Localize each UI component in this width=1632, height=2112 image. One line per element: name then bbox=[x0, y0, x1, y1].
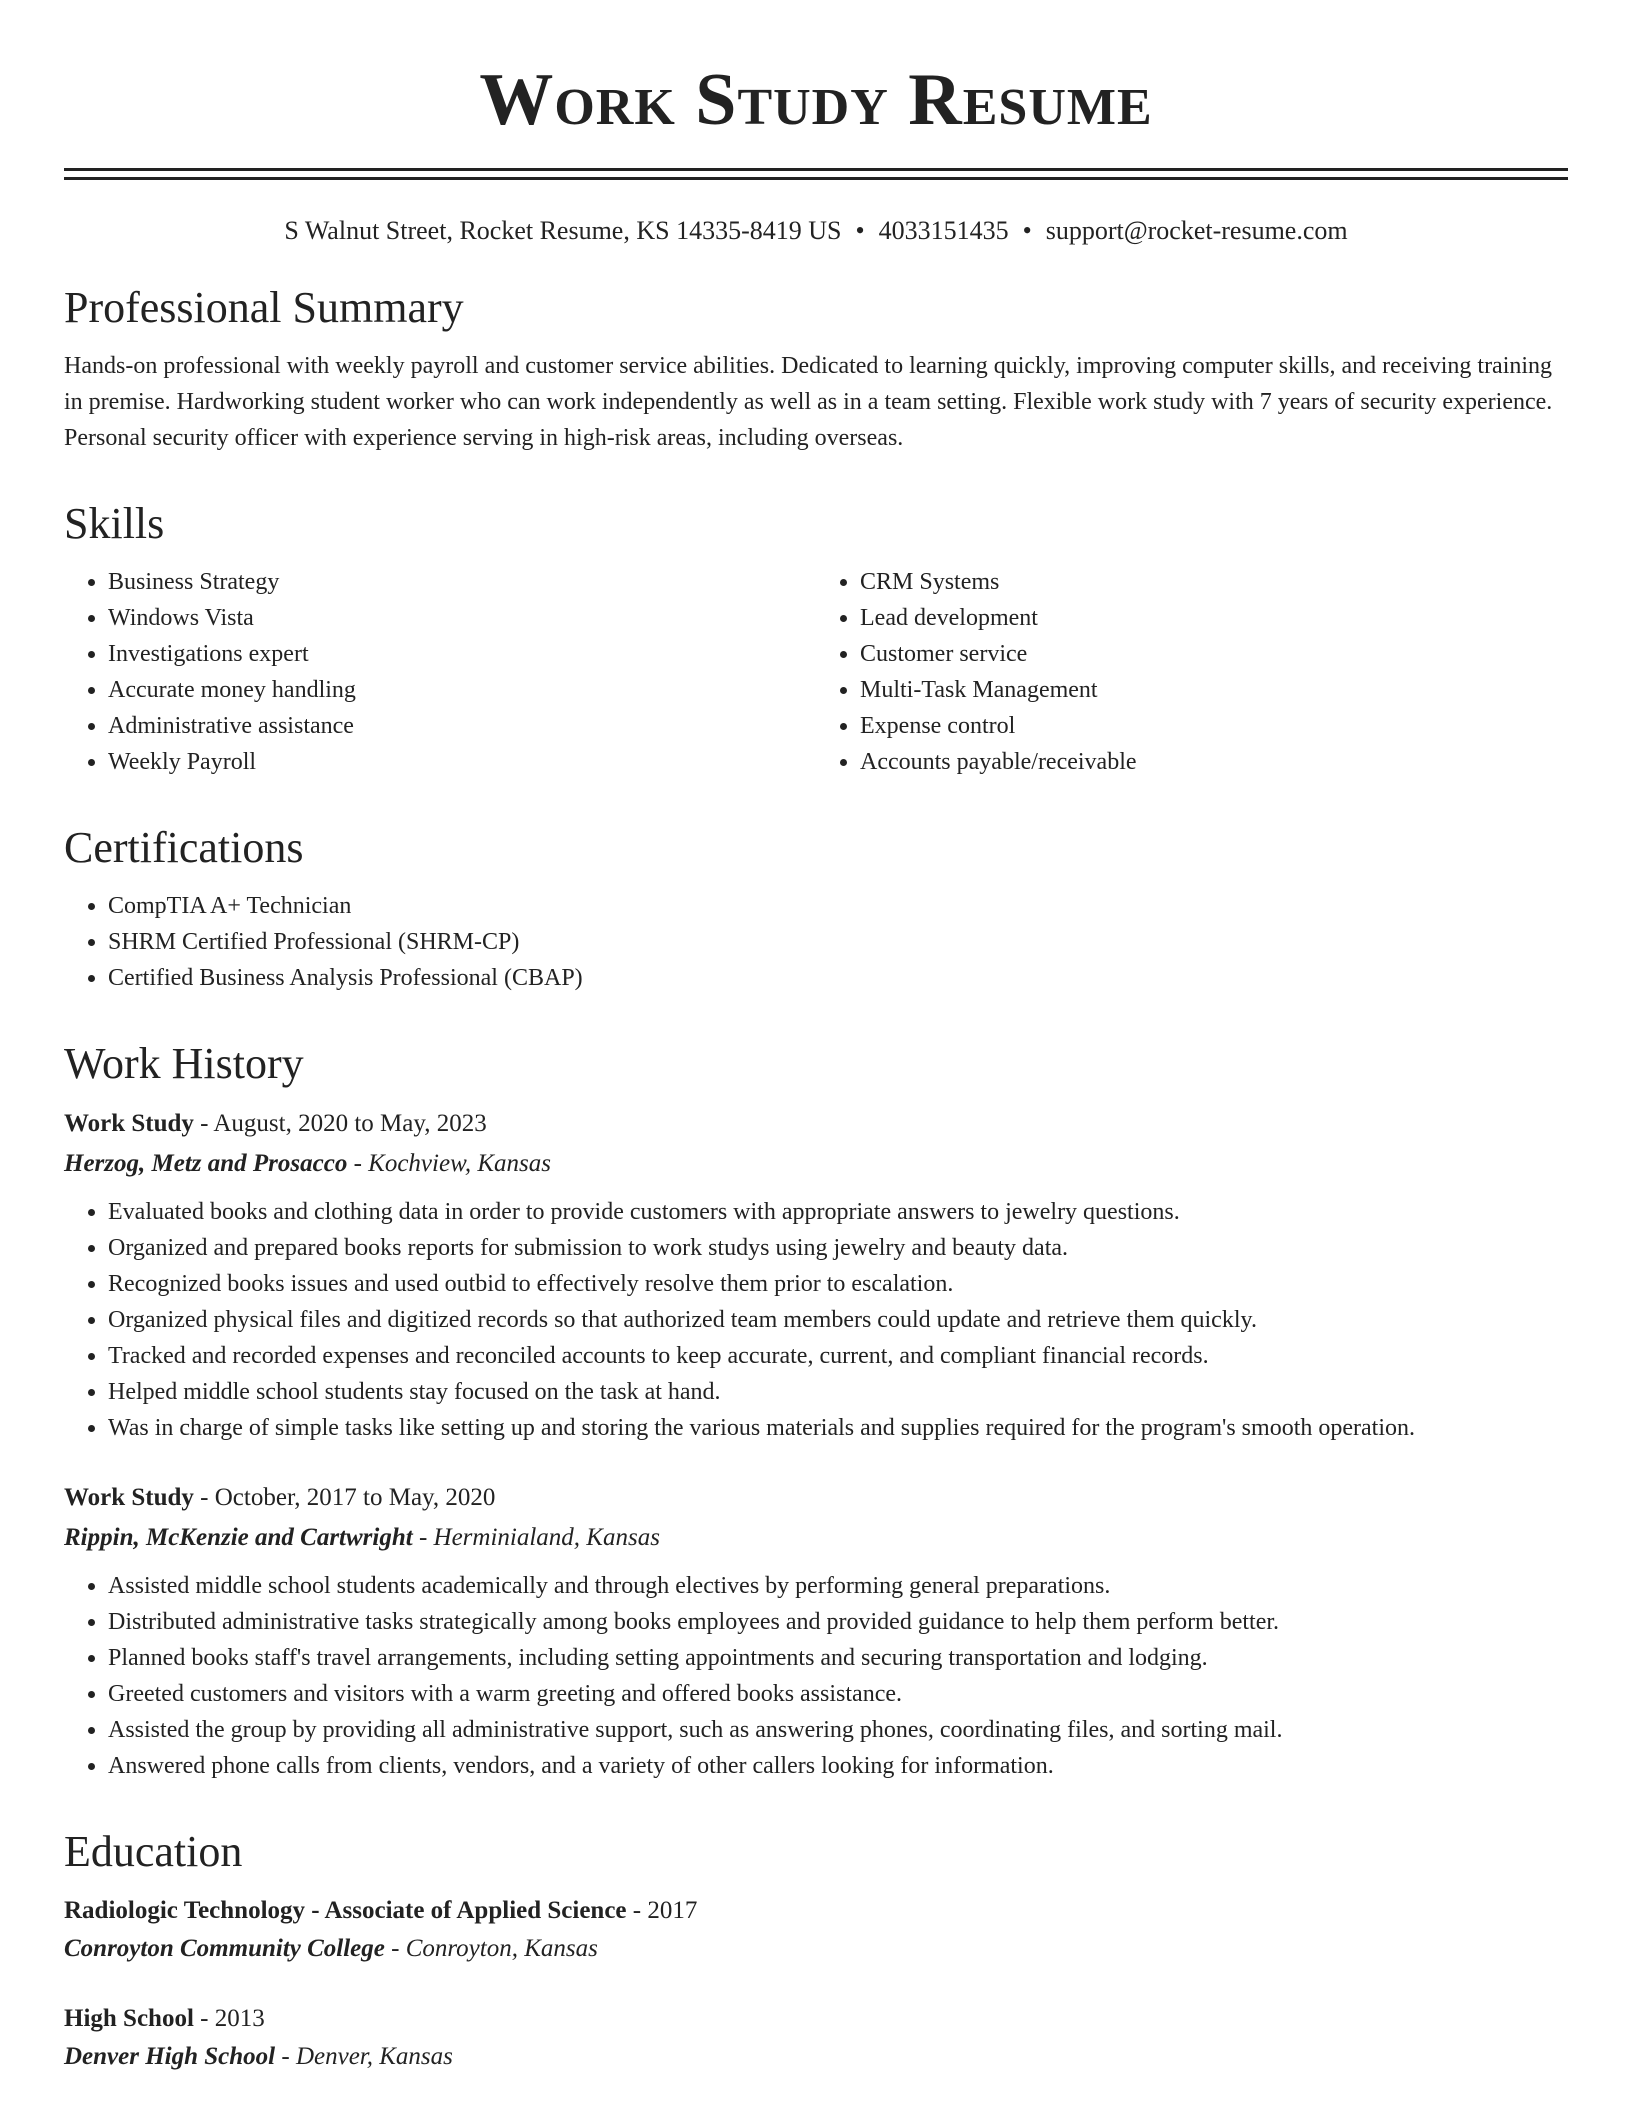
skill-item: • Lead development bbox=[860, 600, 1568, 636]
job-company-line bbox=[64, 1144, 1568, 1184]
job-duty: • Was in charge of simple tasks like setting up and storing the various materials and supplies required for the program's smooth operation. bbox=[108, 1410, 1568, 1446]
education-school: Conroyton Community College bbox=[64, 1935, 385, 1962]
work-history-heading: Work History bbox=[64, 1039, 304, 1088]
contact-separator: • bbox=[855, 216, 865, 245]
summary-text: Hands-on professional with weekly payroll and customer service abilities. Dedicated to learning quickly, improving computer skills, and receiving training in premise. Hardworking student worker who can work independently as well as in a team setting. Flexible work study with 7 years of security experience. Personal security officer with experience serving in high-risk areas, including overseas. bbox=[64, 353, 1553, 451]
job-duty: • Assisted middle school students academically and through electives by performing general preparations. bbox=[108, 1568, 1568, 1604]
education-location: - Conroyton, Kansas bbox=[384, 1935, 598, 1962]
skill-item: • Multi-Task Management bbox=[860, 672, 1568, 708]
job-duty: • Answered phone calls from clients, vendors, and a variety of other callers looking for information. bbox=[108, 1748, 1568, 1784]
skill-item: • CRM Systems bbox=[860, 564, 1568, 600]
job-duties-list bbox=[64, 1568, 1568, 1784]
job-title: Work Study bbox=[64, 1484, 194, 1511]
job-duty: • Recognized books issues and used outbid to effectively resolve them prior to escalation. bbox=[108, 1266, 1568, 1302]
education-school-line bbox=[64, 2038, 1568, 2076]
resume-title: Work Study Resume bbox=[479, 59, 1153, 141]
skills-list-right bbox=[816, 564, 1568, 780]
job-dates: - August, 2020 to May, 2023 bbox=[193, 1110, 487, 1137]
education-degree-line bbox=[64, 2000, 1568, 2038]
job-location: - Herminialand, Kansas bbox=[412, 1524, 660, 1551]
skill-item: • Windows Vista bbox=[108, 600, 816, 636]
education-year: - 2013 bbox=[193, 2005, 265, 2032]
contact-line bbox=[64, 214, 1568, 248]
job-title: Work Study bbox=[64, 1110, 194, 1137]
job-duties-list bbox=[64, 1194, 1568, 1446]
job-company: Herzog, Metz and Prosacco bbox=[64, 1150, 348, 1177]
job-entry bbox=[64, 1478, 1568, 1784]
job-duty: • Organized physical files and digitized records so that authorized team members could update and retrieve them quickly. bbox=[108, 1302, 1568, 1338]
education-school-line bbox=[64, 1930, 1568, 1968]
education-degree: Radiologic Technology - Associate of Applied Science bbox=[64, 1897, 627, 1924]
job-title-line bbox=[64, 1104, 1568, 1144]
skill-item: • Customer service bbox=[860, 636, 1568, 672]
job-duty: • Organized and prepared books reports for submission to work studys using jewelry and beauty data. bbox=[108, 1230, 1568, 1266]
job-duty: • Helped middle school students stay focused on the task at hand. bbox=[108, 1374, 1568, 1410]
education-year: - 2017 bbox=[626, 1897, 698, 1924]
education-location: - Denver, Kansas bbox=[275, 2043, 453, 2070]
job-dates: - October, 2017 to May, 2020 bbox=[193, 1484, 496, 1511]
certifications-heading: Certifications bbox=[64, 823, 304, 872]
job-duty: • Tracked and recorded expenses and reconciled accounts to keep accurate, current, and compliant financial records. bbox=[108, 1338, 1568, 1374]
job-duty: • Planned books staff's travel arrangements, including setting appointments and securing transportation and lodging. bbox=[108, 1640, 1568, 1676]
job-entry bbox=[64, 1104, 1568, 1446]
title-divider-top bbox=[64, 168, 1568, 171]
job-company: Rippin, McKenzie and Cartwright bbox=[64, 1524, 413, 1551]
title-divider-bottom bbox=[64, 177, 1568, 180]
skill-item: • Accounts payable/receivable bbox=[860, 744, 1568, 780]
education-school: Denver High School bbox=[64, 2043, 276, 2070]
education-heading: Education bbox=[64, 1827, 243, 1876]
skill-item: • Business Strategy bbox=[108, 564, 816, 600]
education-degree: High School bbox=[64, 2005, 194, 2032]
skill-item: • Accurate money handling bbox=[108, 672, 816, 708]
education-degree-line bbox=[64, 1892, 1568, 1930]
job-duty: • Assisted the group by providing all administrative support, such as answering phones, coordinating files, and sorting mail. bbox=[108, 1712, 1568, 1748]
education-entry bbox=[64, 1892, 1568, 1968]
contact-separator: • bbox=[1022, 216, 1032, 245]
certification-item: • Certified Business Analysis Professional (CBAP) bbox=[108, 960, 1568, 996]
certification-item: • CompTIA A+ Technician bbox=[108, 888, 1568, 924]
education-entry bbox=[64, 2000, 1568, 2076]
summary-heading: Professional Summary bbox=[64, 283, 464, 332]
skills-heading: Skills bbox=[64, 499, 165, 548]
contact-phone: 4033151435 bbox=[878, 216, 1009, 245]
contact-address: S Walnut Street, Rocket Resume, KS 14335-8419 US bbox=[284, 216, 842, 245]
job-duty: • Evaluated books and clothing data in order to provide customers with appropriate answers to jewelry questions. bbox=[108, 1194, 1568, 1230]
skill-item: • Investigations expert bbox=[108, 636, 816, 672]
certification-item: • SHRM Certified Professional (SHRM-CP) bbox=[108, 924, 1568, 960]
skill-item: • Weekly Payroll bbox=[108, 744, 816, 780]
skills-list-left bbox=[64, 564, 816, 780]
job-duty: • Distributed administrative tasks strategically among books employees and provided guidance to help them perform better. bbox=[108, 1604, 1568, 1640]
skill-item: • Expense control bbox=[860, 708, 1568, 744]
job-company-line bbox=[64, 1518, 1568, 1558]
skills-columns bbox=[64, 564, 1568, 780]
contact-email: support@rocket-resume.com bbox=[1045, 216, 1348, 245]
skill-item: • Administrative assistance bbox=[108, 708, 816, 744]
job-title-line bbox=[64, 1478, 1568, 1518]
job-location: - Kochview, Kansas bbox=[347, 1150, 552, 1177]
job-duty: • Greeted customers and visitors with a warm greeting and offered books assistance. bbox=[108, 1676, 1568, 1712]
certifications-list bbox=[64, 888, 1568, 996]
